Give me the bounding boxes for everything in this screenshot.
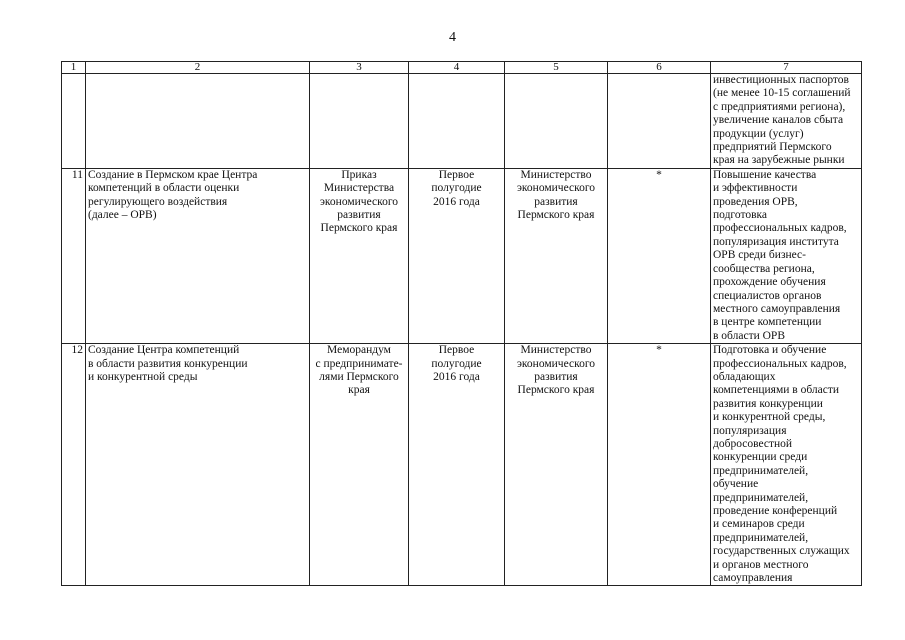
expected-result: [711, 168, 862, 343]
implementing-document: [310, 344, 409, 586]
implementation-period: [409, 168, 505, 343]
column-number: 1: [62, 62, 86, 74]
implementation-period: [409, 344, 505, 586]
implementation-period-line: 2016 года: [433, 195, 480, 208]
item-number: 12: [62, 344, 86, 586]
responsible-executor: [505, 168, 608, 343]
expected-result-line: и органов местного: [713, 558, 809, 571]
measure-name: [86, 74, 310, 169]
expected-result-line: местного самоуправления: [713, 302, 841, 315]
expected-result-line: и семинаров среди: [713, 518, 805, 531]
expected-result-line: сообщества региона,: [713, 262, 815, 275]
expected-result-line: популяризация института: [713, 235, 839, 248]
expected-result-line: профессиональных кадров,: [713, 357, 847, 370]
implementation-period-line: 2016 года: [433, 370, 480, 383]
table-row: [62, 168, 862, 343]
implementing-document-line: лями Пермского: [319, 370, 399, 383]
column-number: 7: [711, 62, 862, 74]
expected-result-line: проведение конференций: [713, 505, 838, 517]
expected-result-line: конкуренции среди: [713, 451, 808, 464]
page-number: 4: [449, 30, 456, 45]
responsible-executor-line: развития: [534, 195, 578, 208]
expected-result-line: компетенциями в области: [713, 384, 840, 397]
implementation-period: [409, 74, 505, 169]
column-number: 6: [608, 62, 711, 74]
funding-mark: [608, 74, 711, 169]
column-number: 3: [310, 62, 409, 74]
expected-result-line: предпринимателей,: [713, 531, 809, 544]
measures-table: [61, 61, 862, 586]
implementing-document-line: с предпринимате-: [315, 357, 403, 370]
expected-result-line: и эффективности: [713, 182, 798, 195]
measure-name: [86, 168, 310, 343]
measure-name-line: регулирующего воздействия: [88, 195, 228, 208]
expected-result-line: профессиональных кадров,: [713, 222, 847, 235]
expected-result-line: в области ОРВ: [713, 329, 785, 342]
expected-result-line: добросовестной: [713, 437, 793, 450]
responsible-executor: [505, 74, 608, 169]
expected-result-line: предпринимателей,: [713, 491, 809, 504]
expected-result-line: Подготовка и обучение: [713, 344, 827, 357]
implementing-document-line: Меморандум: [327, 344, 391, 357]
expected-result-line: в центре компетенции: [713, 316, 822, 329]
implementation-period-line: Первое: [438, 344, 475, 357]
implementing-document-line: Приказ: [341, 168, 377, 181]
funding-mark: *: [608, 344, 711, 586]
expected-result-line: ОРВ среди бизнес-: [713, 249, 806, 262]
responsible-executor-line: Пермского края: [517, 209, 595, 222]
expected-result-line: инвестиционных паспортов: [713, 74, 849, 86]
measure-name-line: (далее – ОРВ): [88, 209, 157, 222]
implementing-document: [310, 74, 409, 169]
measure-name-line: компетенций в области оценки: [88, 182, 240, 195]
expected-result: [711, 74, 862, 169]
expected-result-line: увеличение каналов сбыта: [713, 114, 844, 127]
item-number: [62, 74, 86, 169]
column-number-row: [62, 62, 862, 74]
column-number: 4: [409, 62, 505, 74]
expected-result-line: Повышение качества: [713, 168, 817, 181]
expected-result-line: обучение: [713, 478, 759, 491]
expected-result-line: специалистов органов: [713, 289, 822, 302]
implementing-document: [310, 168, 409, 343]
implementing-document-line: края: [348, 384, 370, 397]
expected-result-line: и конкурентной среды,: [713, 411, 826, 424]
measure-name-line: Создание Центра компетенций: [88, 344, 240, 357]
measure-name: [86, 344, 310, 586]
measure-name-line: и конкурентной среды: [88, 370, 198, 383]
table-row: [62, 74, 862, 169]
implementing-document-line: Пермского края: [320, 222, 398, 235]
implementation-period-line: полугодие: [431, 357, 482, 370]
column-number: 2: [86, 62, 310, 74]
responsible-executor: [505, 344, 608, 586]
expected-result-line: подготовка: [713, 209, 768, 222]
funding-mark: *: [608, 168, 711, 343]
expected-result-line: развития конкуренции: [713, 397, 823, 410]
expected-result: [711, 344, 862, 586]
expected-result-line: проведения ОРВ,: [713, 195, 798, 208]
implementing-document-line: развития: [337, 209, 381, 222]
expected-result-line: самоуправления: [713, 572, 793, 585]
item-number: 11: [62, 168, 86, 343]
expected-result-line: прохождение обучения: [713, 276, 826, 289]
expected-result-line: (не менее 10-15 соглашений: [713, 87, 851, 100]
measure-name-line: в области развития конкуренции: [88, 357, 248, 370]
expected-result-line: популяризация: [713, 424, 787, 437]
measure-name-line: Создание в Пермском крае Центра: [88, 168, 258, 181]
implementation-period-line: Первое: [438, 168, 475, 181]
responsible-executor-line: развития: [534, 370, 578, 383]
responsible-executor-line: экономического: [516, 182, 596, 195]
implementing-document-line: Министерства: [323, 182, 395, 195]
implementation-period-line: полугодие: [431, 182, 482, 195]
responsible-executor-line: экономического: [516, 357, 596, 370]
expected-result-line: с предприятиями региона),: [713, 100, 846, 113]
expected-result-line: предпринимателей,: [713, 464, 809, 477]
expected-result-line: государственных служащих: [713, 545, 850, 558]
expected-result-line: продукции (услуг): [713, 127, 804, 140]
responsible-executor-line: Министерство: [520, 344, 592, 357]
expected-result-line: края на зарубежные рынки: [713, 154, 845, 167]
expected-result-line: предприятий Пермского: [713, 141, 832, 154]
table-row: [62, 344, 862, 586]
implementing-document-line: экономического: [319, 195, 399, 208]
responsible-executor-line: Министерство: [520, 168, 592, 181]
expected-result-line: обладающих: [713, 370, 776, 383]
responsible-executor-line: Пермского края: [517, 384, 595, 397]
column-number: 5: [505, 62, 608, 74]
